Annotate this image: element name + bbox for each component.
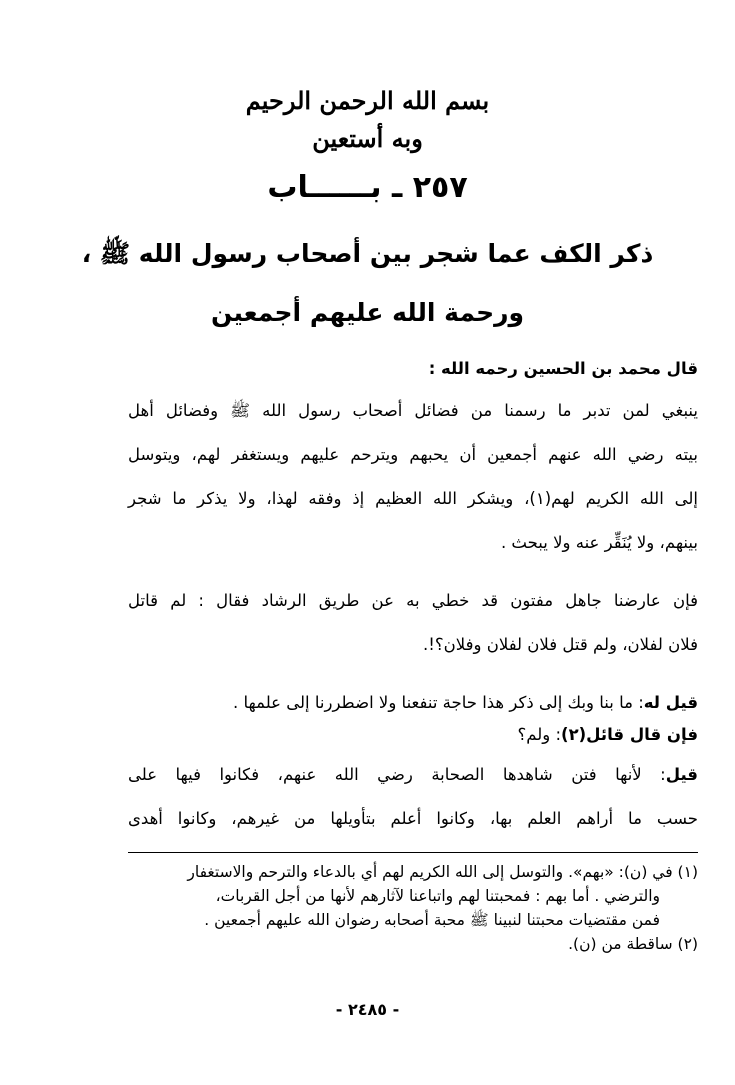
qa-q1-text: : ما بنا وبك إلى ذكر هذا حاجة تنفعنا ولا اضطررنا إلى علمها . bbox=[233, 693, 644, 712]
qa-a-label: قيل bbox=[665, 765, 698, 784]
footnote-1-line-2: والترضي . أما بهم : فمحبتنا لهم واتباعنا لآثارهم لأنها من أجل القربات، bbox=[215, 887, 660, 905]
para1-line-1: ينبغي لمن تدبر ما رسمنا من فضائل أصحاب رسول الله ﷺ وفضائل أهل bbox=[128, 401, 698, 420]
para1-line-2: بيته رضي الله عنهم أجمعين أن يحبهم ويترحم عليهم ويستغفر لهم، ويتوسل bbox=[128, 445, 698, 464]
para1-line-3: إلى الله الكريم لهم(١)، ويشكر الله العظيم إذ وفقه لهذا، ولا يذكر ما شجر bbox=[128, 489, 698, 508]
basmala-heading: بسم الله الرحمن الرحيم bbox=[245, 86, 490, 115]
qa-q1-label: قيل له bbox=[643, 693, 698, 712]
intro-line: قال محمد بن الحسين رحمه الله : bbox=[428, 359, 698, 378]
chapter-title-line-1: ذكر الكف عما شجر بين أصحاب رسول الله ﷺ ، bbox=[81, 239, 654, 268]
footnote-1-line-3: فمن مقتضيات محبتنا لنبينا ﷺ محبة أصحابه رضوان الله عليهم أجمعين . bbox=[204, 911, 660, 929]
para2-line-2: فلان لفلان، ولم قتل فلان لفلان وفلان؟!. bbox=[423, 635, 698, 654]
para1-line-4: بينهم، ولا يُنَقِّر عنه ولا يبحث . bbox=[500, 533, 698, 552]
qa-a-text-1: : لأنها فتن شاهدها الصحابة رضي الله عنهم، فكانوا فيها على bbox=[128, 765, 666, 784]
footnote-1-line-1: (١) في (ن): «بهم». والتوسل إلى الله الكريم لهم أي بالدعاء والترحم والاستغفار bbox=[187, 863, 698, 881]
chapter-heading-wrap bbox=[0, 170, 735, 220]
footnote-divider bbox=[128, 852, 698, 853]
qa-q2-text: : ولم؟ bbox=[517, 725, 562, 744]
chapter-title-line-2: ورحمة الله عليهم أجمعين bbox=[210, 298, 525, 327]
qa-answer-line-2: حسب ما أراهم العلم بها، وكانوا أعلم بتأويلها من غيرهم، وكانوا أهدى bbox=[128, 809, 698, 828]
answer-text bbox=[128, 762, 698, 842]
istaeen-heading: وبه أستعين bbox=[312, 124, 423, 153]
qa-q2-label: فإن قال قائل(٢) bbox=[561, 725, 698, 744]
qa-question-2 bbox=[128, 722, 698, 748]
qa-answer-line-1 bbox=[128, 762, 698, 788]
footnotes bbox=[128, 860, 698, 980]
chapter-heading: ٢٥٧ ـ بــــــاب bbox=[267, 170, 468, 205]
qa-question-1 bbox=[128, 690, 698, 716]
footnote-2: (٢) ساقطة من (ن). bbox=[568, 935, 698, 953]
page-number: - ٢٤٨٥ - bbox=[335, 1000, 400, 1019]
para2-line-1: فإن عارضنا جاهل مفتون قد خطي به عن طريق الرشاد فقال : لم قاتل bbox=[128, 591, 698, 610]
main-text bbox=[128, 356, 698, 756]
